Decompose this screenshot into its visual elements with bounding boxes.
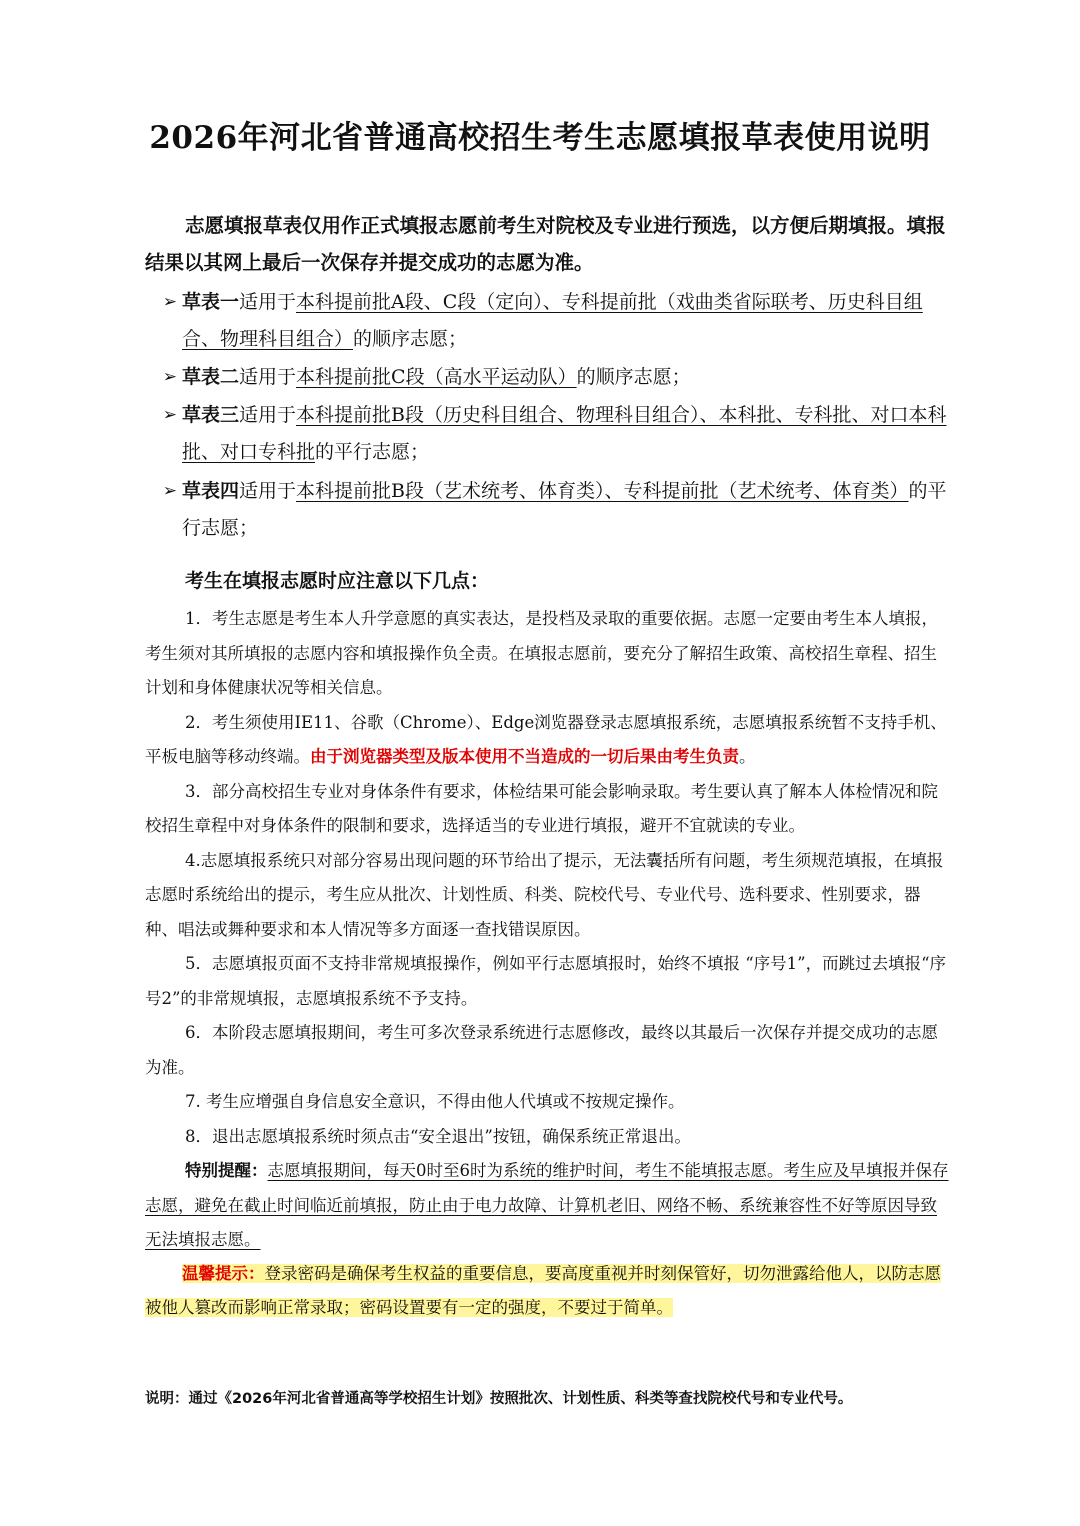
footer-note: 说明：通过《2026年河北省普通高等学校招生计划》按照批次、计划性质、科类等查找院校代号和专业代号。 (145, 1391, 853, 1407)
note-item-2: 2．考生须使用IE11、谷歌（Chrome）、Edge浏览器登录志愿填报系统，志愿填报系统暂不支持手机、平板电脑等移动终端。由于浏览器类型及版本使用不当造成的一切后果由考生负责。 (145, 712, 947, 766)
draft-item-3: ➢ 草表三适用于本科提前批B段（历史科目组合、物理科目组合）、本科批、专科批、对口本科批、对口专科批的平行志愿； (182, 397, 954, 471)
arrow-bullet-icon: ➢ (162, 405, 177, 425)
intro-paragraph: 志愿填报草表仅用作正式填报志愿前考生对院校及专业进行预选，以方便后期填报。填报结果以其网上最后一次保存并提交成功的志愿为准。 (145, 214, 946, 274)
browser-warning-text: 由于浏览器类型及版本使用不当造成的一切后果由考生负责 (310, 747, 739, 766)
notes-list (145, 602, 950, 1258)
draft-item-2: ➢ 草表二适用于本科提前批C段（高水平运动队）的顺序志愿； (182, 359, 954, 396)
draft-item-1: ➢ 草表一适用于本科提前批A段、C段（定向）、专科提前批（戏曲类省际联考、历史科目组合、物理科目组合）的顺序志愿； (182, 284, 954, 358)
warm-reminder: 温馨提示：登录密码是确保考生权益的重要信息，要高度重视并时刻保管好，切勿泄露给他人，以防志愿被他人篡改而影响正常录取；密码设置要有一定的强度，不要过于简单。 (145, 1264, 941, 1317)
notes-heading: 考生在填报志愿时应注意以下几点： (185, 570, 490, 592)
arrow-bullet-icon: ➢ (162, 481, 177, 501)
note-item-1: 1．考生志愿是考生本人升学意愿的真实表达，是投档及录取的重要依据。志愿一定要由考生本人填报，考生须对其所填报的志愿内容和填报操作负全责。在填报志愿前，要充分了解招生政策、高校招生章程、招生计划和身体健康状况等相关信息。 (145, 609, 938, 697)
note-item-7: 7. 考生应增强自身信息安全意识，不得由他人代填或不按规定操作。 (185, 1092, 685, 1111)
special-reminder: 特别提醒：志愿填报期间，每天0时至6时为系统的维护时间，考生不能填报志愿。考生应及早填报并保存志愿，避免在截止时间临近前填报，防止由于电力故障、计算机老旧、网络不畅、系统兼容性不好等原因导致无法填报志愿。 (145, 1161, 949, 1249)
draft-item-4: ➢ 草表四适用于本科提前批B段（艺术统考、体育类）、专科提前批（艺术统考、体育类）的平行志愿； (182, 473, 954, 547)
page-title: 2026年河北省普通高校招生考生志愿填报草表使用说明 (149, 120, 931, 156)
note-item-8: 8．退出志愿填报系统时须点击“安全退出”按钮，确保系统正常退出。 (185, 1126, 691, 1146)
note-item-3: 3．部分高校招生专业对身体条件有要求，体检结果可能会影响录取。考生要认真了解本人体检情况和院校招生章程中对身体条件的限制和要求，选择适当的专业进行填报，避开不宜就读的专业。 (145, 781, 938, 835)
arrow-bullet-icon: ➢ (162, 367, 177, 387)
note-item-6: 6．本阶段志愿填报期间，考生可多次登录系统进行志愿修改，最终以其最后一次保存并提交成功的志愿为准。 (145, 1023, 938, 1077)
arrow-bullet-icon: ➢ (162, 292, 177, 312)
note-item-4: 4.志愿填报系统只对部分容易出现问题的环节给出了提示，无法囊括所有问题，考生须规范填报，在填报志愿时系统给出的提示，考生应从批次、计划性质、科类、院校代号、专业代号、选科要求、性别要求，器种、唱法或舞种要求和本人情况等多方面逐一查找错误原因。 (145, 850, 944, 939)
note-item-5: 5．志愿填报页面不支持非常规填报操作，例如平行志愿填报时，始终不填报 “序号1”，而跳过去填报“序号2”的非常规填报，志愿填报系统不予支持。 (145, 954, 947, 1008)
